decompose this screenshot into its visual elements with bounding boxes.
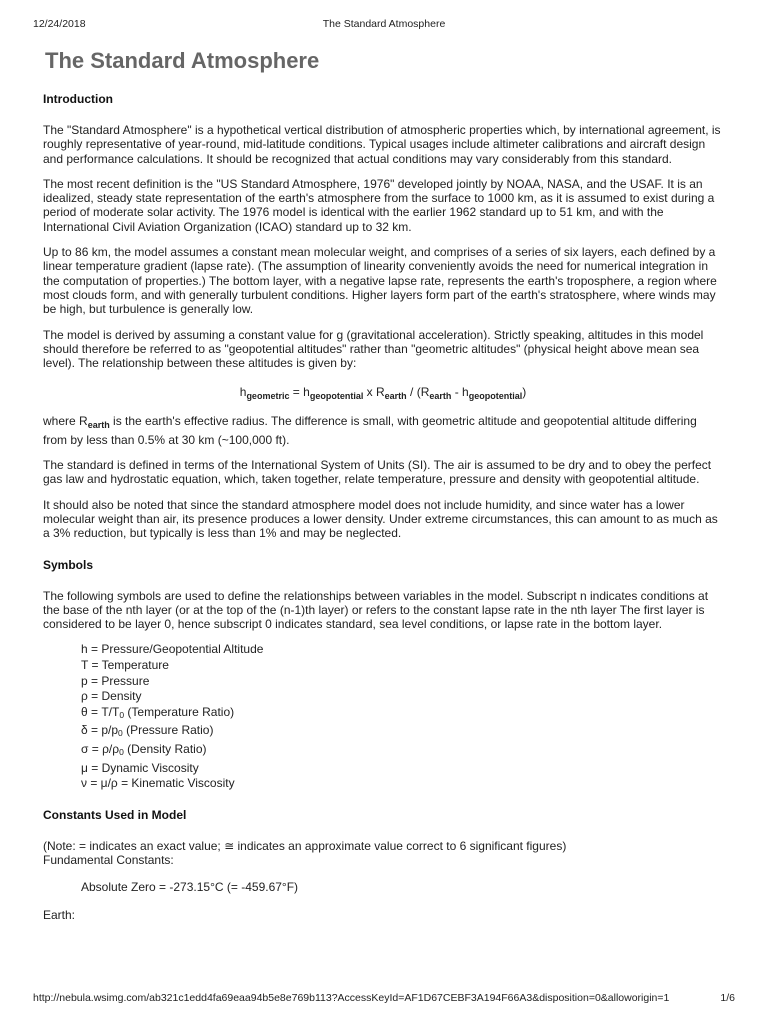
print-title: The Standard Atmosphere xyxy=(322,18,446,30)
print-footer xyxy=(33,992,735,1006)
symbol-item: p = Pressure xyxy=(81,673,150,688)
introduction-heading: Introduction xyxy=(43,92,113,106)
symbols-intro: The following symbols are used to define the relationships between variables in the model. Subscript n indicates conditions at the base of the nth layer (or at the top of the (n-1)th layer) or refers to the constant lapse rate in the nth layer The first layer is considered to be layer 0, hence subscript 0 indicates standard, sea level conditions, or lapse rate in the bottom layer. xyxy=(43,588,709,632)
earth-radius-paragraph: where $R_{earth}$ is the earth's effective radius. The difference is small, with geometric altitude and geopotential altitude differing from by less than 0.5% at 30 km (~100,000 ft). xyxy=(43,414,697,447)
source-url: http://nebula.wsimg.com/ab321c1edd4fa69eaa94b5e8e769b113?AccessKeyId=AF1D67CEBF3A194F66A3&disposition=0&alloworigin=1 xyxy=(33,992,670,1004)
altitude-formula: $h_{geometric} = h_{geopotential}$ x $R_{earth} / (R_{earth} - h_{geopotential})$ xyxy=(239,385,527,402)
si-units-paragraph: The standard is defined in terms of the International System of Units (SI). The air is assumed to be dry and to obey the perfect gas law and hydrostatic equation, which, taken together, relate temperature, pressure and density with geopotential altitude. xyxy=(43,458,712,487)
symbol-item: ρ = Density xyxy=(81,689,142,704)
earth-label: Earth: xyxy=(43,907,76,922)
fundamental-constants-label: Fundamental Constants: xyxy=(43,853,174,868)
intro-paragraph-4: The model is derived by assuming a constant value for g (gravitational acceleration). Strictly speaking, altitudes in this model should therefore be referred to as "geopotential altitudes" rather than "geometric altitudes" (physical height above mean sea level). The relationship between these altitudes is given by: xyxy=(43,327,704,371)
symbol-item: h = Pressure/Geopotential Altitude xyxy=(81,642,264,657)
symbol-item: ν = μ/ρ = Kinematic Viscosity xyxy=(81,776,235,791)
symbol-item: $\sigma = \rho/\rho_0$ (Density Ratio) xyxy=(81,741,207,757)
absolute-zero-value: Absolute Zero = -273.15°C (= -459.67°F) xyxy=(81,880,299,895)
symbols-list xyxy=(81,642,723,791)
print-header xyxy=(33,18,735,32)
symbols-heading: Symbols xyxy=(43,557,94,572)
humidity-paragraph: It should also be noted that since the standard atmosphere model does not include humidity, and since water has a lower molecular weight than air, its presence produces a lower density. Under extreme circumstances, this can amount to as much as a 3% reduction, but typically is less than 1% and may be neglected. xyxy=(43,497,718,541)
intro-paragraph-3: Up to 86 km, the model assumes a constant mean molecular weight, and comprises of a series of six layers, each defined by a linear temperature gradient (lapse rate). (The assumption of linearity conveniently avoids the need for numerical integration in the computation of properties.) The bottom layer, with a negative lapse rate, represents the earth's troposphere, a region where most clouds form, and with generally turbulent conditions. Higher layers form part of the earth's stratosphere, where winds may be high, but turbulence is generally low. xyxy=(43,245,717,317)
intro-paragraph-2: The most recent definition is the "US Standard Atmosphere, 1976" developed jointly by NOAA, NASA, and the USAF. It is an idealized, steady state representation of the earth's atmosphere from the surface to 1000 km, as it is assumed to exist during a period of moderate solar activity. The 1976 model is identical with the earlier 1962 standard up to 51 km, and with the International Civil Aviation Organization (ICAO) standard up to 32 km. xyxy=(43,176,715,234)
symbol-item: μ = Dynamic Viscosity xyxy=(81,760,199,775)
print-date: 12/24/2018 xyxy=(33,18,86,30)
page-title: The Standard Atmosphere xyxy=(45,48,320,73)
document-body xyxy=(43,48,723,922)
symbol-item: $\theta = T/T_0$ (Temperature Ratio) xyxy=(81,704,235,720)
intro-paragraph-1: The "Standard Atmosphere" is a hypothetical vertical distribution of atmospheric properties which, by international agreement, is roughly representative of year-round, mid-latitude conditions. Typical usages include altimeter calibrations and aircraft design and performance calculations. It should be recognized that actual conditions may vary considerably from this standard. xyxy=(43,123,721,166)
constants-note: (Note: = indicates an exact value; ≅ indicates an approximate value correct to 6 significant figures) xyxy=(43,838,567,853)
symbol-item: $\delta = p/p_0$ (Pressure Ratio) xyxy=(81,723,214,739)
page-number: 1/6 xyxy=(720,992,735,1004)
symbol-item: T = Temperature xyxy=(81,658,169,673)
constants-heading: Constants Used in Model xyxy=(43,807,187,822)
